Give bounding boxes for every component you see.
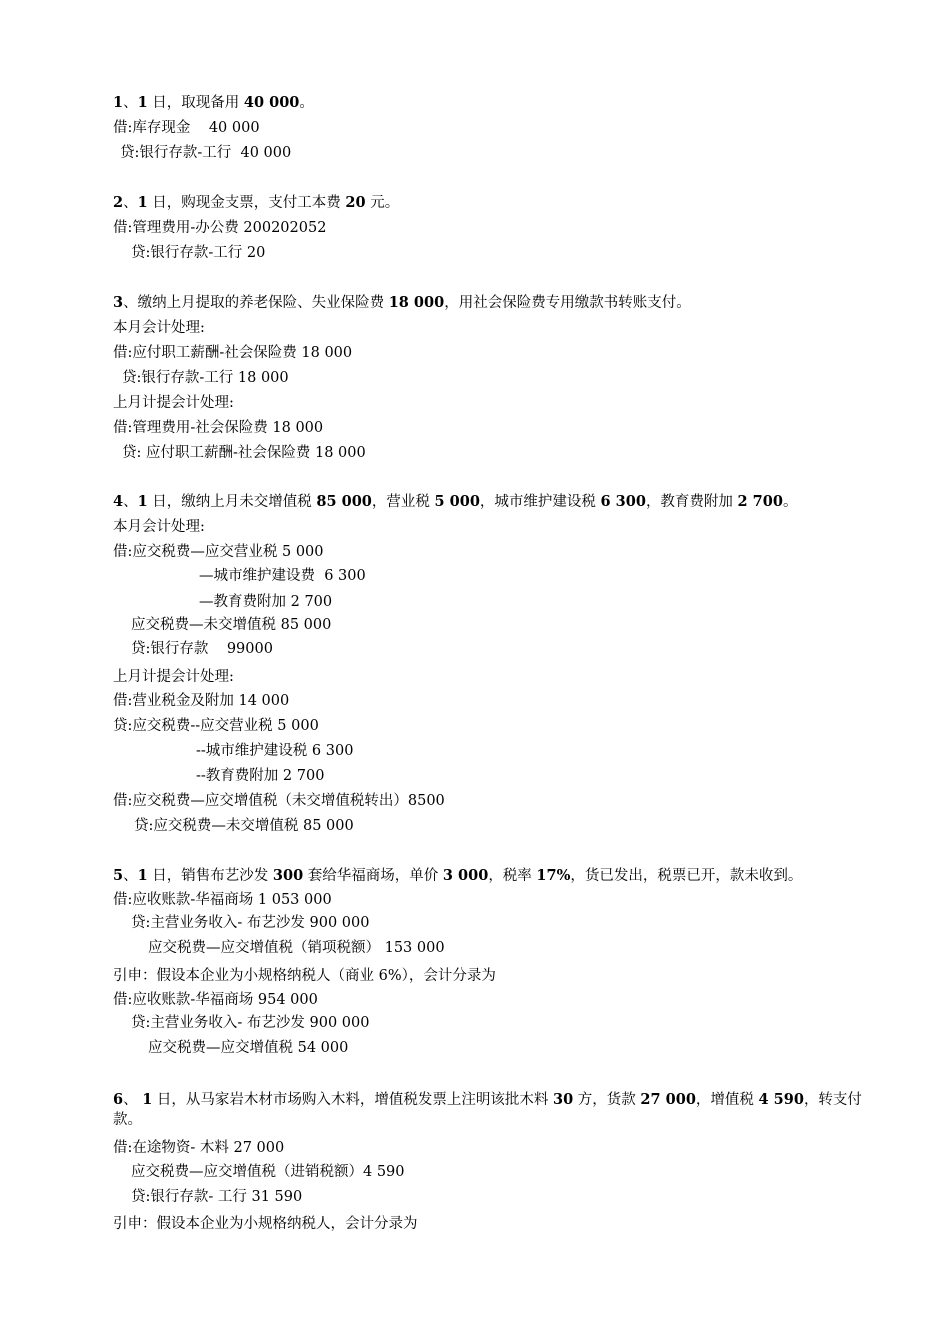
entry-5-line: 引申：假设本企业为小规格纳税人（商业 6%），会计分录为 [113,968,496,984]
entry-5-line: 贷:主营业务收入- 布艺沙发 900 000 [131,915,370,931]
entry-3-line: 本月会计处理: [113,320,205,336]
entry-2-heading: 2、1 日，购现金支票，支付工本费 20 元。 [113,194,400,211]
entry-6-line: 贷:银行存款- 工行 31 590 [131,1189,303,1205]
entry-4-heading: 4、1 日，缴纳上月未交增值税 85 000，营业税 5 000，城市维护建设税 6 300，教育费附加 2 700。 [113,493,798,510]
entry-6-heading: 6、 1 日，从马家岩木材市场购入木料，增值税发票上注明该批木料 30 方，货款 27 000，增值税 4 590，转支付款。 [113,1091,862,1128]
entry-3-line: 贷:银行存款-工行 18 000 [122,370,289,386]
entry-4-line: 贷:应交税费—未交增值税 85 000 [134,818,354,834]
entry-1-heading: 1、1 日，取现备用 40 000。 [113,94,314,111]
entry-1-line: 贷:银行存款-工行 40 000 [120,145,292,161]
entry-3-line: 贷: 应付职工薪酬-社会保险费 18 000 [122,445,366,461]
entry-4-line: 上月计提会计处理: [113,669,234,685]
entry-4-line: —教育费附加 2 700 [199,594,333,610]
entry-6-line: 引申：假设本企业为小规格纳税人，会计分录为 [113,1216,418,1232]
entry-6-line: 借:在途物资- 木料 27 000 [113,1140,285,1156]
entry-5-heading: 5、1 日，销售布艺沙发 300 套给华福商场，单价 3 000，税率 17%，货已发出，税票已开，款未收到。 [113,867,803,884]
entry-3-line: 借:管理费用-社会保险费 18 000 [113,420,324,436]
entry-4-line: 本月会计处理: [113,519,205,535]
entry-5-line: 应交税费—应交增值税 54 000 [148,1040,349,1056]
entry-4-line: 贷:应交税费--应交营业税 5 000 [113,718,319,734]
entry-3-heading: 3、缴纳上月提取的养老保险、失业保险费 18 000，用社会保险费专用缴款书转账支付。 [113,294,691,311]
entry-2-line: 借:管理费用-办公费 200202052 [113,220,327,236]
entry-4-line: 借:营业税金及附加 14 000 [113,693,290,709]
entry-3-line: 借:应付职工薪酬-社会保险费 18 000 [113,345,353,361]
entry-5-line: 借:应收账款-华福商场 954 000 [113,992,318,1008]
entry-4-line: 应交税费—未交增值税 85 000 [131,617,332,633]
entry-1-line: 借:库存现金 40 000 [113,120,260,136]
entry-4-line: 贷:银行存款 99000 [131,641,273,657]
entry-5-line: 贷:主营业务收入- 布艺沙发 900 000 [131,1015,370,1031]
entry-4-line: --城市维护建设税 6 300 [196,743,354,759]
entry-3-line: 上月计提会计处理: [113,395,234,411]
entry-4-line: --教育费附加 2 700 [196,768,325,784]
entry-5-line: 借:应收账款-华福商场 1 053 000 [113,892,332,908]
entry-4-line: —城市维护建设费 6 300 [199,568,366,584]
entry-6-line: 应交税费—应交增值税（进销税额）4 590 [131,1164,405,1180]
entry-4-line: 借:应交税费—应交增值税（未交增值税转出）8500 [113,793,445,809]
entry-2-line: 贷:银行存款-工行 20 [131,245,266,261]
entry-5-line: 应交税费—应交增值税（销项税额） 153 000 [148,940,445,956]
entry-4-line: 借:应交税费—应交营业税 5 000 [113,544,324,560]
